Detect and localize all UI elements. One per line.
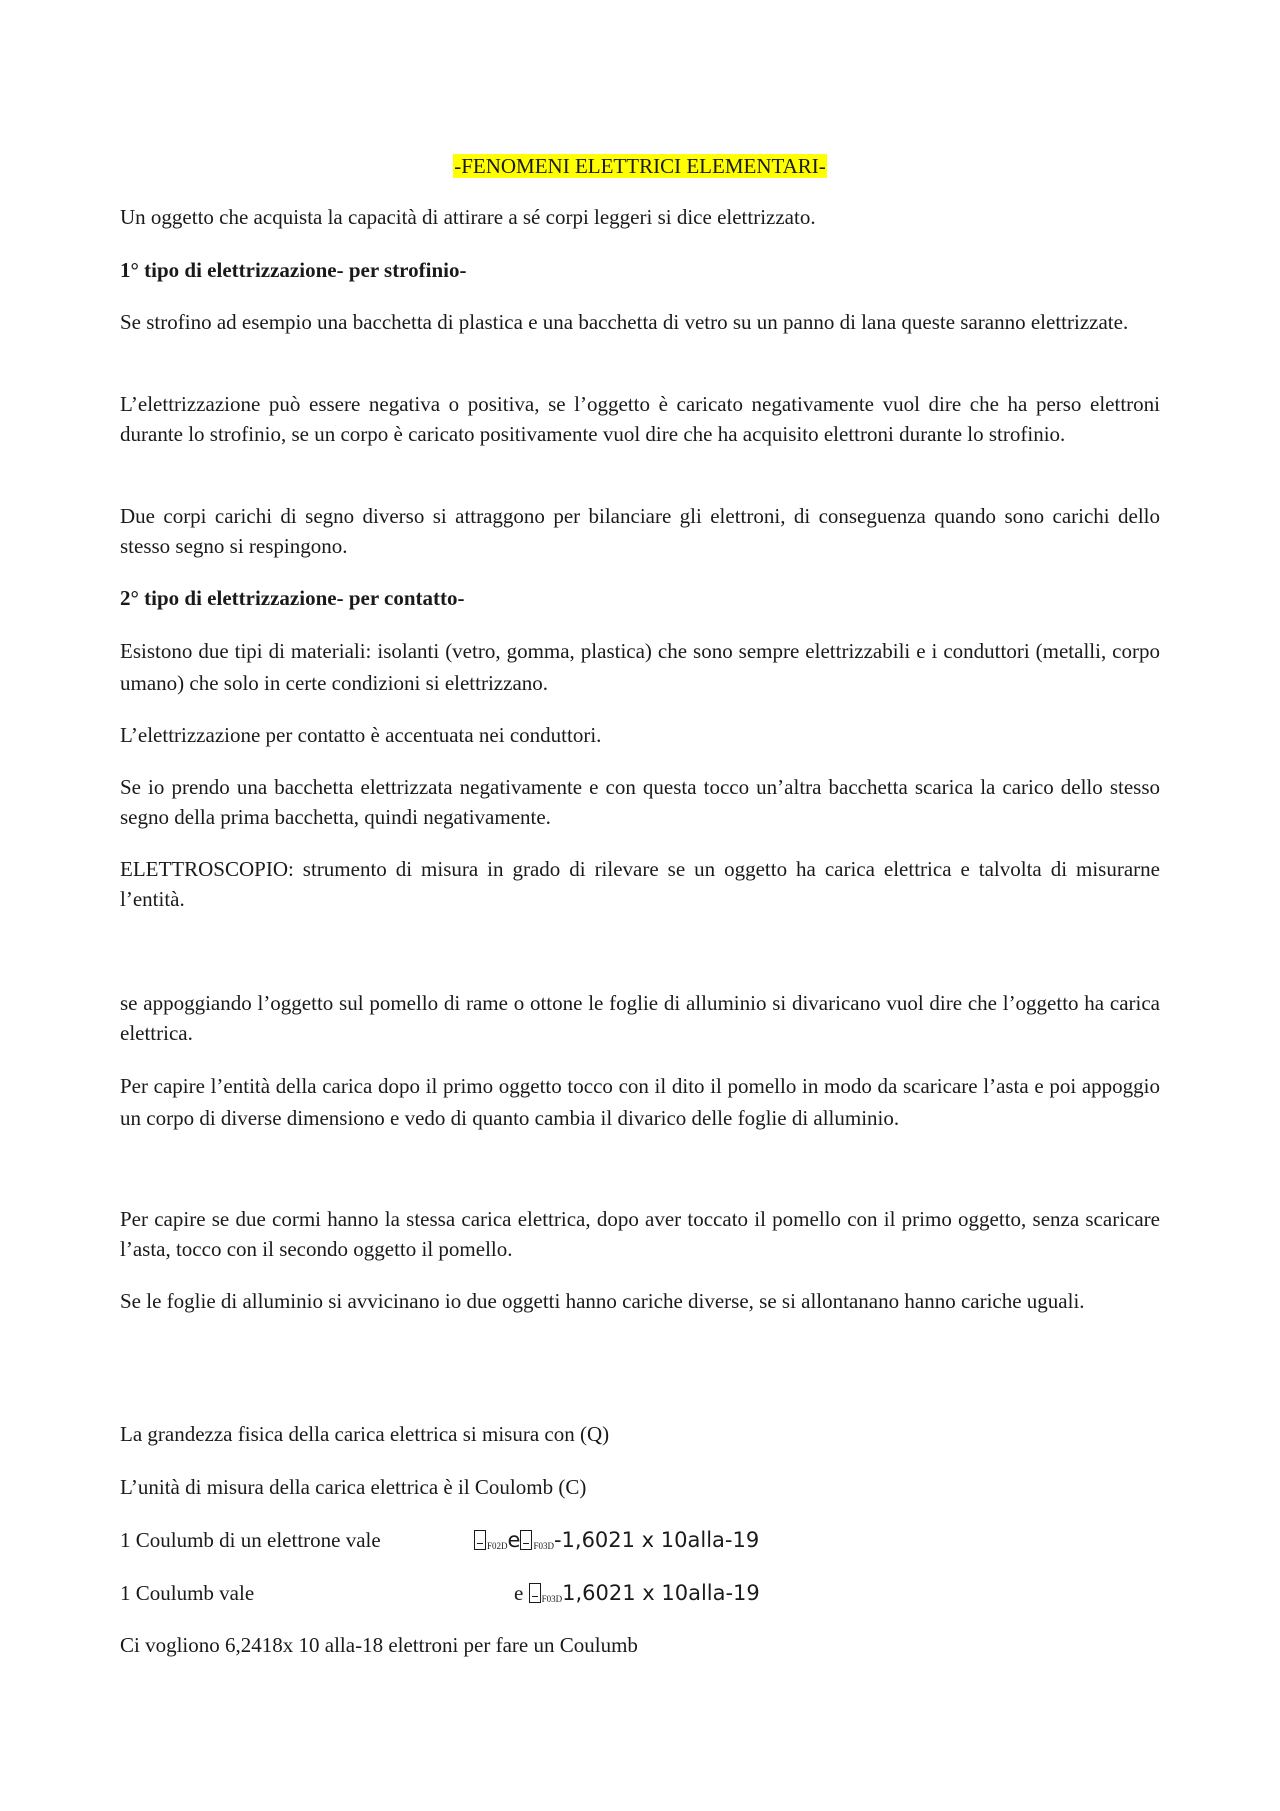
- heading-contact: 2° tipo di elettrizzazione- per contatto-: [120, 586, 465, 610]
- formula-label-electron: 1 Coulumb di un elettrone vale: [120, 1528, 381, 1552]
- paragraph-charge-entity: Per capire l’entità della carica dopo il primo oggetto tocco con il dito il pomello in modo da scaricare l’asta e poi appoggio un corpo di diverse dimensiono e vedo di quanto cambia il divarico delle foglie di alluminio.: [120, 1074, 1160, 1130]
- missing-glyph-icon: [474, 1530, 486, 1550]
- paragraph-electroscope-use: se appoggiando l’oggetto sul pomello di rame o ottone le foglie di alluminio si divaricano vuol dire che l’oggetto ha carica elettrica.: [120, 991, 1160, 1045]
- paragraph-charge-sign: L’elettrizzazione può essere negativa o positiva, se l’oggetto è caricato negativamente vuol dire che ha perso elettroni durante lo strofinio, se un corpo è caricato positivamente vuol dire che ha acquisito elettroni durante lo strofinio.: [120, 392, 1160, 446]
- title-line: [0, 151, 1280, 181]
- document-title: -FENOMENI ELETTRICI ELEMENTARI-: [454, 154, 826, 178]
- electron-charge-value: -1,6021 x 10alla-19: [553, 1528, 760, 1552]
- paragraph-unit: L’unità di misura della carica elettrica è il Coulomb (C): [120, 1475, 587, 1499]
- paragraph-electron-count: Ci vogliono 6,2418x 10 alla-18 elettroni per fare un Coulumb: [120, 1633, 638, 1657]
- glyph-code: F03D: [533, 1541, 554, 1551]
- formula-line-electron: [120, 1525, 1160, 1557]
- formula-label-coulomb: 1 Coulumb vale: [120, 1581, 255, 1605]
- glyph-code: F03D: [541, 1594, 563, 1604]
- symbol-e: e: [507, 1528, 521, 1552]
- glyph-code: F02D: [487, 1541, 508, 1551]
- paragraph-contact-example: Se io prendo una bacchetta elettrizzata negativamente e con questa tocco un’altra bacchetta scarica la carico dello stesso segno della prima bacchetta, quindi negativamente.: [120, 775, 1160, 829]
- symbol-e: e: [514, 1581, 524, 1605]
- missing-glyph-icon: [529, 1583, 541, 1603]
- coulomb-value: 1,6021 x 10alla-19: [562, 1581, 760, 1605]
- formula-line-coulomb: [120, 1578, 1160, 1610]
- paragraph-rubbing-example: Se strofino ad esempio una bacchetta di plastica e una bacchetta di vetro su un panno di lana queste saranno elettrizzate.: [120, 310, 1129, 334]
- paragraph-definition: Un oggetto che acquista la capacità di attirare a sé corpi leggeri si dice elettrizzato.: [120, 205, 816, 229]
- paragraph-same-charge: Per capire se due cormi hanno la stessa carica elettrica, dopo aver toccato il pomello con il primo oggetto, senza scaricare l’asta, tocco con il secondo oggetto il pomello.: [120, 1207, 1160, 1261]
- paragraph-conductors: L’elettrizzazione per contatto è accentuata nei conduttori.: [120, 723, 602, 747]
- missing-glyph-icon: [520, 1530, 532, 1550]
- formula-value-electron: [474, 1525, 759, 1561]
- paragraph-electroscope: ELETTROSCOPIO: strumento di misura in grado di rilevare se un oggetto ha carica elettrica e talvolta di misurarne l’entità.: [120, 857, 1160, 911]
- heading-rubbing: 1° tipo di elettrizzazione- per strofinio-: [120, 258, 467, 282]
- paragraph-leaves: Se le foglie di alluminio si avvicinano io due oggetti hanno cariche diverse, se si allontanano hanno cariche uguali.: [120, 1289, 1085, 1313]
- formula-value-coulomb: [514, 1578, 760, 1614]
- paragraph-attraction: Due corpi carichi di segno diverso si attraggono per bilanciare gli elettroni, di conseguenza quando sono carichi dello stesso segno si respingono.: [120, 504, 1160, 558]
- paragraph-quantity: La grandezza fisica della carica elettrica si misura con (Q): [120, 1422, 610, 1446]
- paragraph-materials: Esistono due tipi di materiali: isolanti (vetro, gomma, plastica) che sono sempre elettrizzabili e i conduttori (metalli, corpo umano) che solo in certe condizioni si elettrizzano.: [120, 639, 1160, 695]
